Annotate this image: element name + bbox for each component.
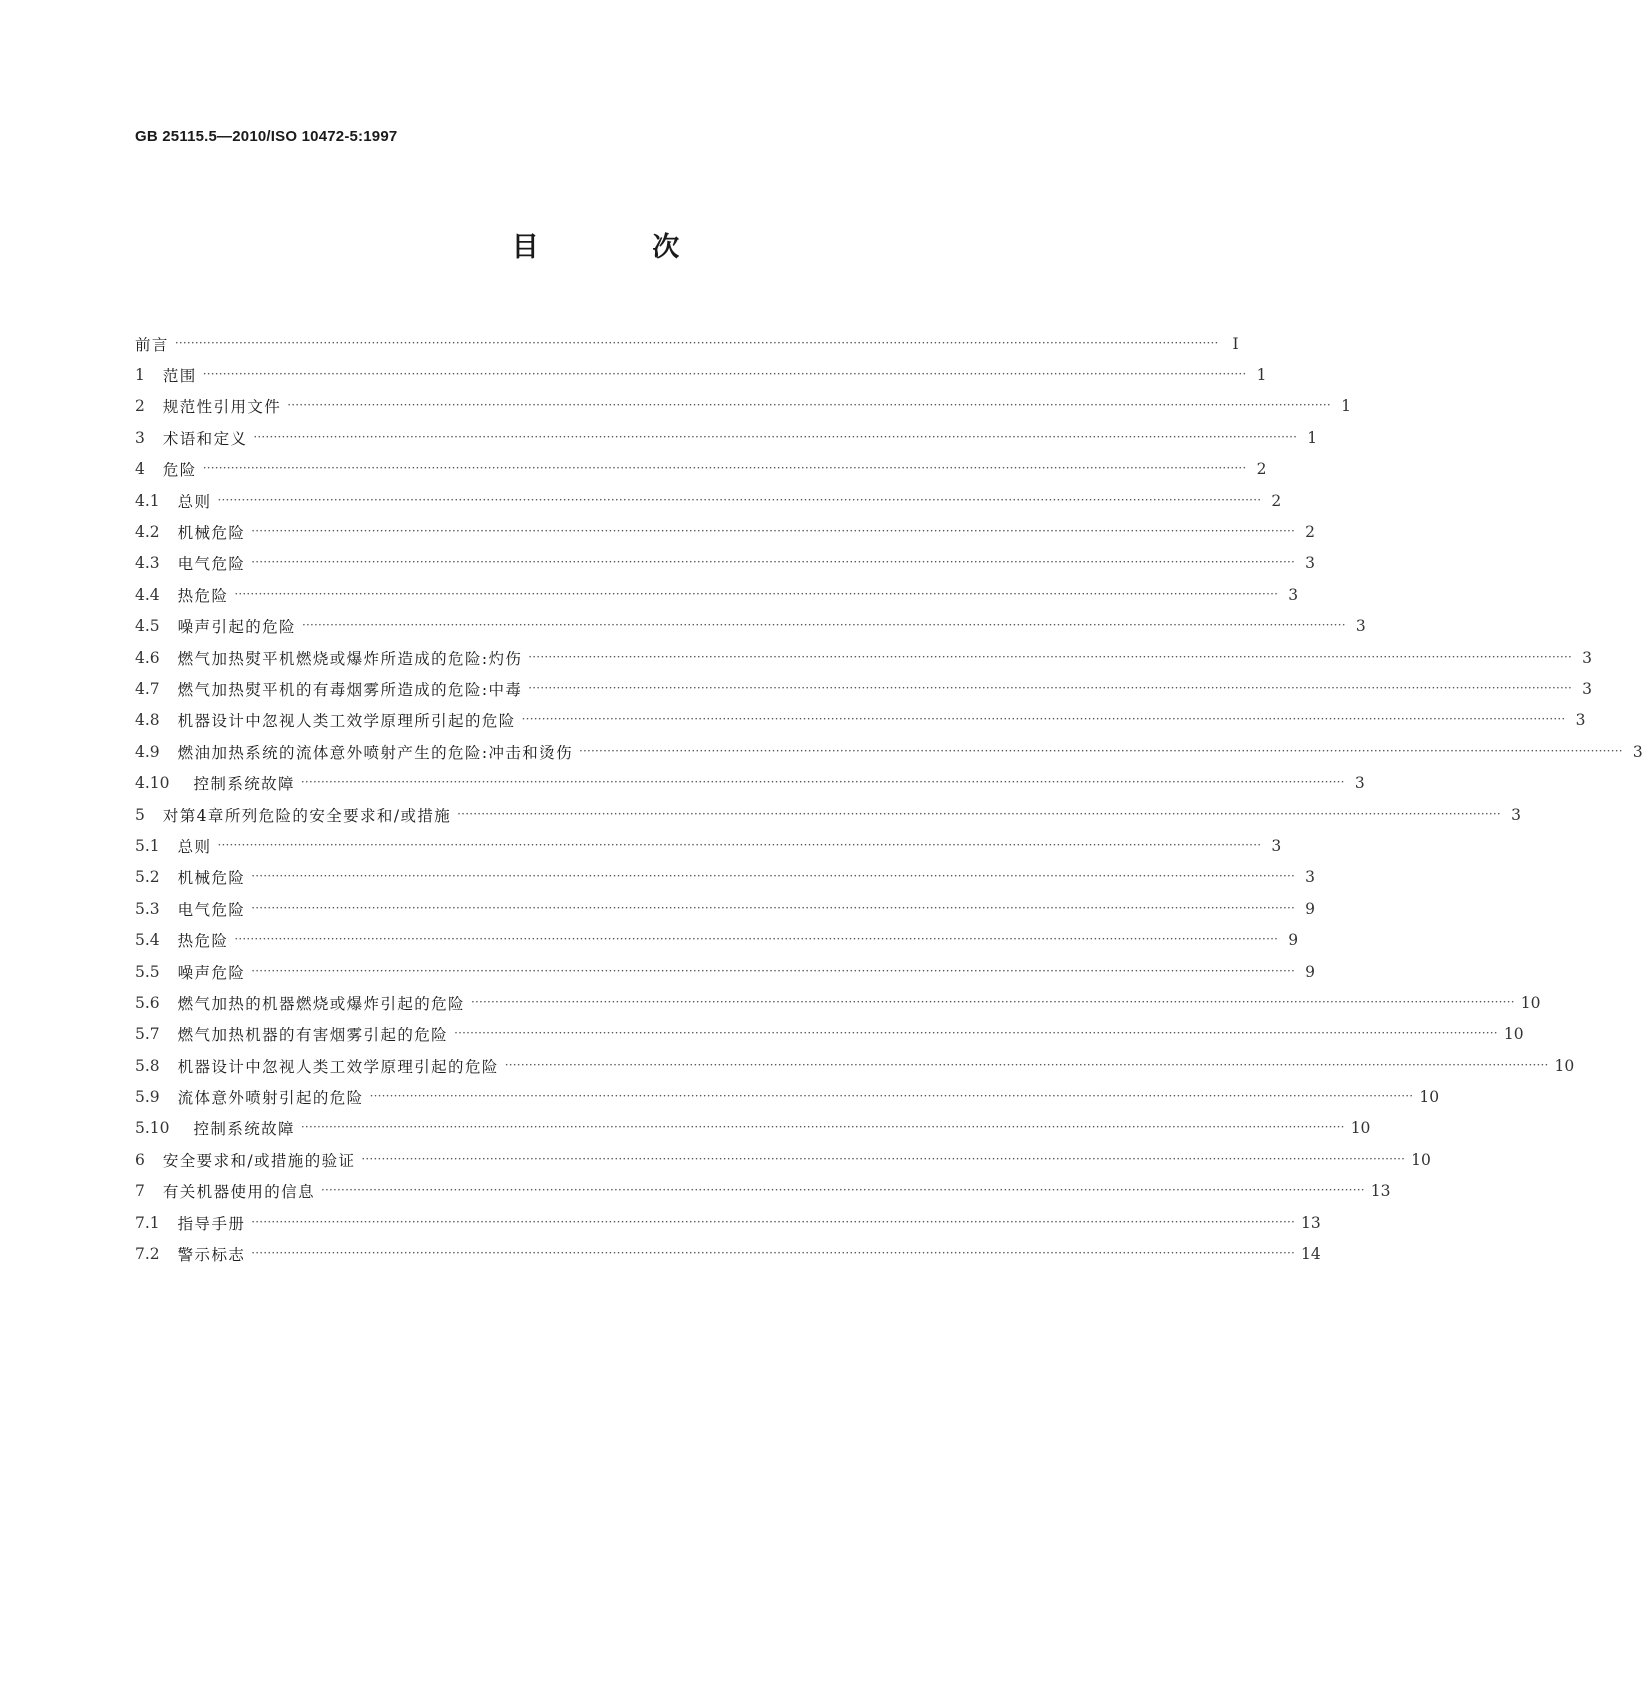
toc-entry-number: 5.3 <box>135 899 160 918</box>
toc-entry-page: 2 <box>1305 523 1316 542</box>
toc-entry[interactable] <box>135 767 1365 798</box>
toc-entry-number: 5.9 <box>135 1088 160 1107</box>
toc-dot-leader: ···································································································································································································································································· <box>578 743 1623 758</box>
toc-entry-label: 电气危险 <box>177 555 246 574</box>
toc-entry-number: 5.6 <box>135 993 160 1012</box>
toc-entry-label: 安全要求和/或措施的验证 <box>162 1151 356 1170</box>
toc-entry-page: 10 <box>1503 1025 1524 1044</box>
toc-entry-page: 1 <box>1341 397 1351 416</box>
toc-dot-leader: ···································································································································································································································································· <box>251 555 1296 570</box>
toc-entry-page: 3 <box>1582 679 1593 698</box>
standard-code-header: GB 25115.5—2010/ISO 10472-5:1997 <box>135 128 398 145</box>
toc-entry-number: 4.4 <box>135 585 160 604</box>
toc-entry-number: 2 <box>135 397 145 416</box>
toc-entry[interactable] <box>135 736 1643 767</box>
toc-entry-page: 1 <box>1256 366 1267 385</box>
toc-entry-number: 1 <box>135 366 145 385</box>
toc-entry[interactable] <box>135 1176 1391 1207</box>
toc-entry-page: 9 <box>1305 899 1316 918</box>
toc-entry[interactable] <box>135 454 1267 485</box>
toc-entry-page: 13 <box>1301 1213 1321 1232</box>
toc-entry-label: 机械危险 <box>177 869 246 888</box>
toc-dot-leader: ···································································································································································································································································· <box>251 869 1296 884</box>
toc-entry-page: 3 <box>1354 774 1365 793</box>
toc-dot-leader: ···································································································································································································································································· <box>234 932 1279 947</box>
toc-dot-leader: ···································································································································································································································································· <box>174 335 1219 350</box>
toc-entry-label: 燃气加热熨平机的有毒烟雾所造成的危险:中毒 <box>177 680 523 699</box>
toc-entry-label: 控制系统故障 <box>193 1120 295 1139</box>
toc-entry-number: 4.8 <box>135 711 160 730</box>
toc-entry[interactable] <box>135 1113 1371 1144</box>
toc-entry-page: 3 <box>1632 742 1643 761</box>
toc-entry-number: 5.4 <box>135 931 160 950</box>
toc-dot-leader: ···································································································································································································································································· <box>251 963 1296 978</box>
toc-dot-leader: ···································································································································································································································································· <box>300 1120 1345 1135</box>
toc-entry[interactable] <box>135 1050 1575 1081</box>
toc-entry-number: 5.10 <box>135 1119 170 1138</box>
toc-entry[interactable] <box>135 391 1351 422</box>
toc-entry-label: 危险 <box>162 461 197 480</box>
toc-entry[interactable] <box>135 516 1316 547</box>
toc-entry-number: 3 <box>135 428 145 447</box>
toc-dot-leader: ···································································································································································································································································· <box>217 837 1262 852</box>
toc-dot-leader: ···································································································································································································································································· <box>300 775 1345 790</box>
toc-entry[interactable] <box>135 1144 1431 1175</box>
toc-entry-label: 燃气加热熨平机燃烧或爆炸所造成的危险:灼伤 <box>177 649 523 668</box>
toc-entry-number: 4.7 <box>135 679 160 698</box>
toc-entry[interactable] <box>135 1019 1524 1050</box>
toc-dot-leader: ···································································································································································································································································· <box>234 586 1279 601</box>
toc-entry-label: 噪声危险 <box>177 963 246 982</box>
toc-entry-page: 9 <box>1305 962 1316 981</box>
toc-entry-number: 4.2 <box>135 523 160 542</box>
toc-entry-page: 3 <box>1355 617 1366 636</box>
toc-entry-page: 10 <box>1350 1119 1371 1138</box>
toc-entry-page: 10 <box>1554 1056 1575 1075</box>
toc-dot-leader: ···································································································································································································································································· <box>528 680 1573 695</box>
toc-dot-leader: ···································································································································································································································································· <box>470 994 1515 1009</box>
toc-entry[interactable] <box>135 1081 1440 1112</box>
toc-dot-leader: ···································································································································································································································································· <box>454 1026 1498 1041</box>
toc-entry-label: 总则 <box>177 837 212 856</box>
toc-entry-label: 术语和定义 <box>162 429 248 448</box>
toc-entry-number: 4 <box>135 460 145 479</box>
toc-entry[interactable] <box>135 1207 1321 1238</box>
toc-entry-page: 3 <box>1271 836 1282 855</box>
toc-entry-number: 4.6 <box>135 648 160 667</box>
toc-entry-number: 4.1 <box>135 491 160 510</box>
toc-entry-label: 流体意外喷射引起的危险 <box>177 1089 364 1108</box>
toc-entry-page: Ⅰ <box>1232 334 1239 353</box>
toc-dot-leader: ···································································································································································································································································· <box>361 1151 1406 1166</box>
toc-entry-label: 机器设计中忽视人类工效学原理所引起的危险 <box>177 712 516 731</box>
toc-entry-label: 范围 <box>162 367 197 386</box>
toc-dot-leader: ···································································································································································································································································· <box>253 429 1298 444</box>
toc-dot-leader: ···································································································································································································································································· <box>251 1246 1296 1261</box>
toc-entry-number: 7 <box>135 1182 145 1201</box>
toc-entry-page: 9 <box>1288 931 1299 950</box>
toc-entry-label: 燃油加热系统的流体意外喷射产生的危险:冲击和烫伤 <box>177 743 573 762</box>
toc-dot-leader: ···································································································································································································································································· <box>528 649 1573 664</box>
toc-entry-page: 3 <box>1288 585 1299 604</box>
toc-entry-label: 前言 <box>135 335 169 354</box>
toc-dot-leader: ···································································································································································································································································· <box>251 1214 1296 1229</box>
toc-dot-leader: ···································································································································································································································································· <box>521 712 1566 727</box>
toc-entry[interactable] <box>135 548 1316 579</box>
toc-entry-page: 2 <box>1256 460 1267 479</box>
toc-dot-leader: ···································································································································································································································································· <box>369 1089 1414 1104</box>
toc-dot-leader: ···································································································································································································································································· <box>320 1183 1365 1198</box>
toc-entry-number: 5.2 <box>135 868 160 887</box>
toc-entry-number: 5.1 <box>135 836 160 855</box>
toc-dot-leader: ···································································································································································································································································· <box>504 1057 1549 1072</box>
toc-entry-label: 电气危险 <box>177 900 246 919</box>
toc-entry[interactable] <box>135 485 1282 516</box>
toc-entry-label: 燃气加热的机器燃烧或爆炸引起的危险 <box>177 994 465 1013</box>
toc-entry-label: 噪声引起的危险 <box>177 618 296 637</box>
toc-entry[interactable] <box>135 359 1267 390</box>
toc-entry[interactable] <box>135 830 1282 861</box>
toc-entry[interactable] <box>135 579 1299 610</box>
toc-entry-label: 总则 <box>177 492 212 511</box>
toc-entry[interactable] <box>135 893 1316 924</box>
toc-entry-label: 热危险 <box>177 932 229 951</box>
toc-entry[interactable] <box>135 673 1593 704</box>
toc-entry-label: 有关机器使用的信息 <box>162 1183 315 1202</box>
toc-entry-number: 6 <box>135 1150 145 1169</box>
toc-entry[interactable] <box>135 642 1593 673</box>
toc-dot-leader: ···································································································································································································································································· <box>202 367 1247 382</box>
toc-entry-page: 13 <box>1370 1182 1391 1201</box>
toc-entry-label: 对第4章所列危险的安全要求和/或措施 <box>162 806 452 825</box>
toc-entry-label: 机械危险 <box>177 524 246 543</box>
toc-entry-label: 指导手册 <box>177 1214 246 1233</box>
toc-entry[interactable] <box>135 987 1541 1018</box>
toc-entry[interactable] <box>135 1238 1321 1269</box>
toc-entry-label: 规范性引用文件 <box>162 398 282 417</box>
toc-entry-number: 7.2 <box>135 1245 160 1264</box>
toc-dot-leader: ···································································································································································································································································· <box>217 492 1262 507</box>
toc-entry-page: 10 <box>1520 993 1541 1012</box>
toc-entry-number: 5.8 <box>135 1056 160 1075</box>
toc-entry[interactable] <box>135 924 1299 955</box>
toc-entry[interactable] <box>135 862 1316 893</box>
toc-entry-page: 3 <box>1305 554 1316 573</box>
toc-entry-page: 3 <box>1305 868 1316 887</box>
toc-entry-number: 4.9 <box>135 742 160 761</box>
toc-dot-leader: ···································································································································································································································································· <box>251 900 1296 915</box>
toc-entry-page: 2 <box>1271 491 1282 510</box>
toc-entry-page: 3 <box>1582 648 1593 667</box>
toc-entry-label: 控制系统故障 <box>193 775 295 794</box>
toc-entry-number: 5 <box>135 805 145 824</box>
toc-entry-number: 4.5 <box>135 617 160 636</box>
toc-entry-label: 机器设计中忽视人类工效学原理引起的危险 <box>177 1057 499 1076</box>
toc-entry-number: 5.7 <box>135 1025 160 1044</box>
toc-dot-leader: ···································································································································································································································································· <box>287 398 1331 413</box>
toc-entry[interactable] <box>135 611 1366 642</box>
toc-entry-page: 3 <box>1511 805 1521 824</box>
toc-entry-number: 4.10 <box>135 774 170 793</box>
toc-entry-number: 4.3 <box>135 554 160 573</box>
toc-entry[interactable] <box>135 799 1521 830</box>
toc-entry[interactable] <box>135 422 1318 453</box>
toc-dot-leader: ···································································································································································································································································· <box>202 461 1247 476</box>
table-of-contents <box>135 328 1643 1270</box>
toc-dot-leader: ···································································································································································································································································· <box>251 524 1296 539</box>
toc-dot-leader: ···································································································································································································································································· <box>457 806 1501 821</box>
page-title: 目 次 <box>511 232 732 263</box>
toc-entry-number: 5.5 <box>135 962 160 981</box>
toc-entry-label: 燃气加热机器的有害烟雾引起的危险 <box>177 1026 449 1045</box>
toc-entry[interactable] <box>135 328 1239 359</box>
toc-entry-page: 1 <box>1307 428 1318 447</box>
toc-entry-page: 10 <box>1411 1150 1431 1169</box>
toc-entry-label: 热危险 <box>177 586 229 605</box>
toc-entry[interactable] <box>135 705 1586 736</box>
toc-entry-page: 10 <box>1419 1088 1440 1107</box>
toc-entry-label: 警示标志 <box>177 1246 246 1265</box>
toc-entry-page: 14 <box>1301 1245 1321 1264</box>
toc-entry-number: 7.1 <box>135 1213 160 1232</box>
toc-entry-page: 3 <box>1575 711 1586 730</box>
toc-entry[interactable] <box>135 956 1316 987</box>
toc-dot-leader: ···································································································································································································································································· <box>301 618 1346 633</box>
